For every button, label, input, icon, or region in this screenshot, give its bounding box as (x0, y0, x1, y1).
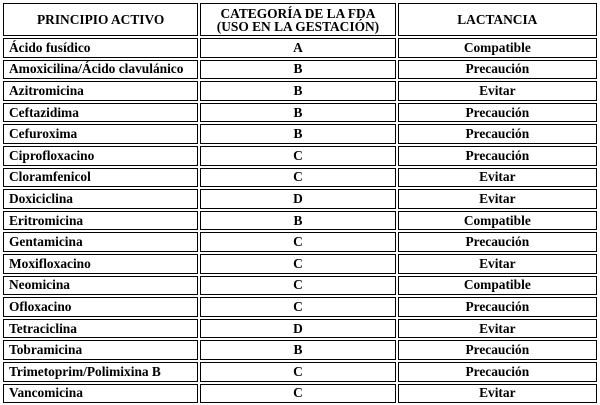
table-row (3, 254, 597, 274)
cell-lactation: Precaución (398, 362, 597, 382)
cell-lactation: Evitar (398, 168, 597, 188)
cell-drug: Tetraciclina (3, 319, 198, 339)
cell-lactation: Precaución (398, 297, 597, 317)
cell-lactation: Evitar (398, 384, 597, 404)
table-row (3, 384, 597, 404)
cell-drug: Moxifloxacino (3, 254, 198, 274)
table-row (3, 362, 597, 382)
cell-fda-category: C (200, 362, 395, 382)
cell-drug: Eritromicina (3, 211, 198, 231)
cell-lactation: Evitar (398, 189, 597, 209)
table-row (3, 146, 597, 166)
table-row (3, 340, 597, 360)
cell-lactation: Evitar (398, 319, 597, 339)
table-row (3, 319, 597, 339)
cell-lactation: Precaución (398, 340, 597, 360)
cell-lactation: Compatible (398, 276, 597, 296)
cell-drug: Amoxicilina/Ácido clavulánico (3, 60, 198, 80)
cell-drug: Doxiciclina (3, 189, 198, 209)
cell-fda-category: B (200, 60, 395, 80)
cell-drug: Gentamicina (3, 232, 198, 252)
cell-lactation: Evitar (398, 254, 597, 274)
cell-lactation: Compatible (398, 211, 597, 231)
table-row (3, 189, 597, 209)
cell-fda-category: C (200, 276, 395, 296)
cell-fda-category: A (200, 38, 395, 58)
cell-fda-category: D (200, 319, 395, 339)
cell-drug: Vancomicina (3, 384, 198, 404)
cell-drug: Cefuroxima (3, 124, 198, 144)
cell-drug: Ácido fusídico (3, 38, 198, 58)
cell-drug: Trimetoprim/Polimixina B (3, 362, 198, 382)
header-lactation: LACTANCIA (398, 3, 597, 36)
table-row (3, 276, 597, 296)
cell-fda-category: D (200, 189, 395, 209)
cell-lactation: Precaución (398, 124, 597, 144)
cell-drug: Ceftazidima (3, 103, 198, 123)
header-category-line2: (USO EN LA GESTACIÓN) (216, 18, 380, 34)
antibiotic-safety-table (1, 1, 599, 405)
table-row (3, 60, 597, 80)
header-category-line1: CATEGORÍA DE LA FDA (220, 5, 376, 21)
cell-fda-category: B (200, 211, 395, 231)
cell-lactation: Precaución (398, 232, 597, 252)
table-row (3, 232, 597, 252)
table-row (3, 81, 597, 101)
table-body (3, 38, 597, 403)
cell-fda-category: C (200, 232, 395, 252)
cell-drug: Azitromicina (3, 81, 198, 101)
table-row (3, 38, 597, 58)
cell-drug: Cloramfenicol (3, 168, 198, 188)
cell-drug: Neomicina (3, 276, 198, 296)
table-row (3, 168, 597, 188)
antibiotic-safety-table-container (1, 1, 599, 403)
header-drug: PRINCIPIO ACTIVO (3, 3, 198, 36)
cell-fda-category: B (200, 124, 395, 144)
cell-fda-category: C (200, 384, 395, 404)
cell-fda-category: C (200, 168, 395, 188)
cell-drug: Tobramicina (3, 340, 198, 360)
cell-lactation: Evitar (398, 81, 597, 101)
cell-fda-category: B (200, 103, 395, 123)
header-category (200, 3, 395, 36)
cell-fda-category: B (200, 340, 395, 360)
cell-lactation: Precaución (398, 103, 597, 123)
table-row (3, 211, 597, 231)
table-header-row (3, 3, 597, 36)
cell-lactation: Precaución (398, 146, 597, 166)
cell-fda-category: C (200, 146, 395, 166)
cell-fda-category: C (200, 254, 395, 274)
cell-fda-category: B (200, 81, 395, 101)
cell-fda-category: C (200, 297, 395, 317)
table-row (3, 297, 597, 317)
table-row (3, 124, 597, 144)
cell-lactation: Precaución (398, 60, 597, 80)
cell-drug: Ciprofloxacino (3, 146, 198, 166)
cell-lactation: Compatible (398, 38, 597, 58)
cell-drug: Ofloxacino (3, 297, 198, 317)
table-row (3, 103, 597, 123)
